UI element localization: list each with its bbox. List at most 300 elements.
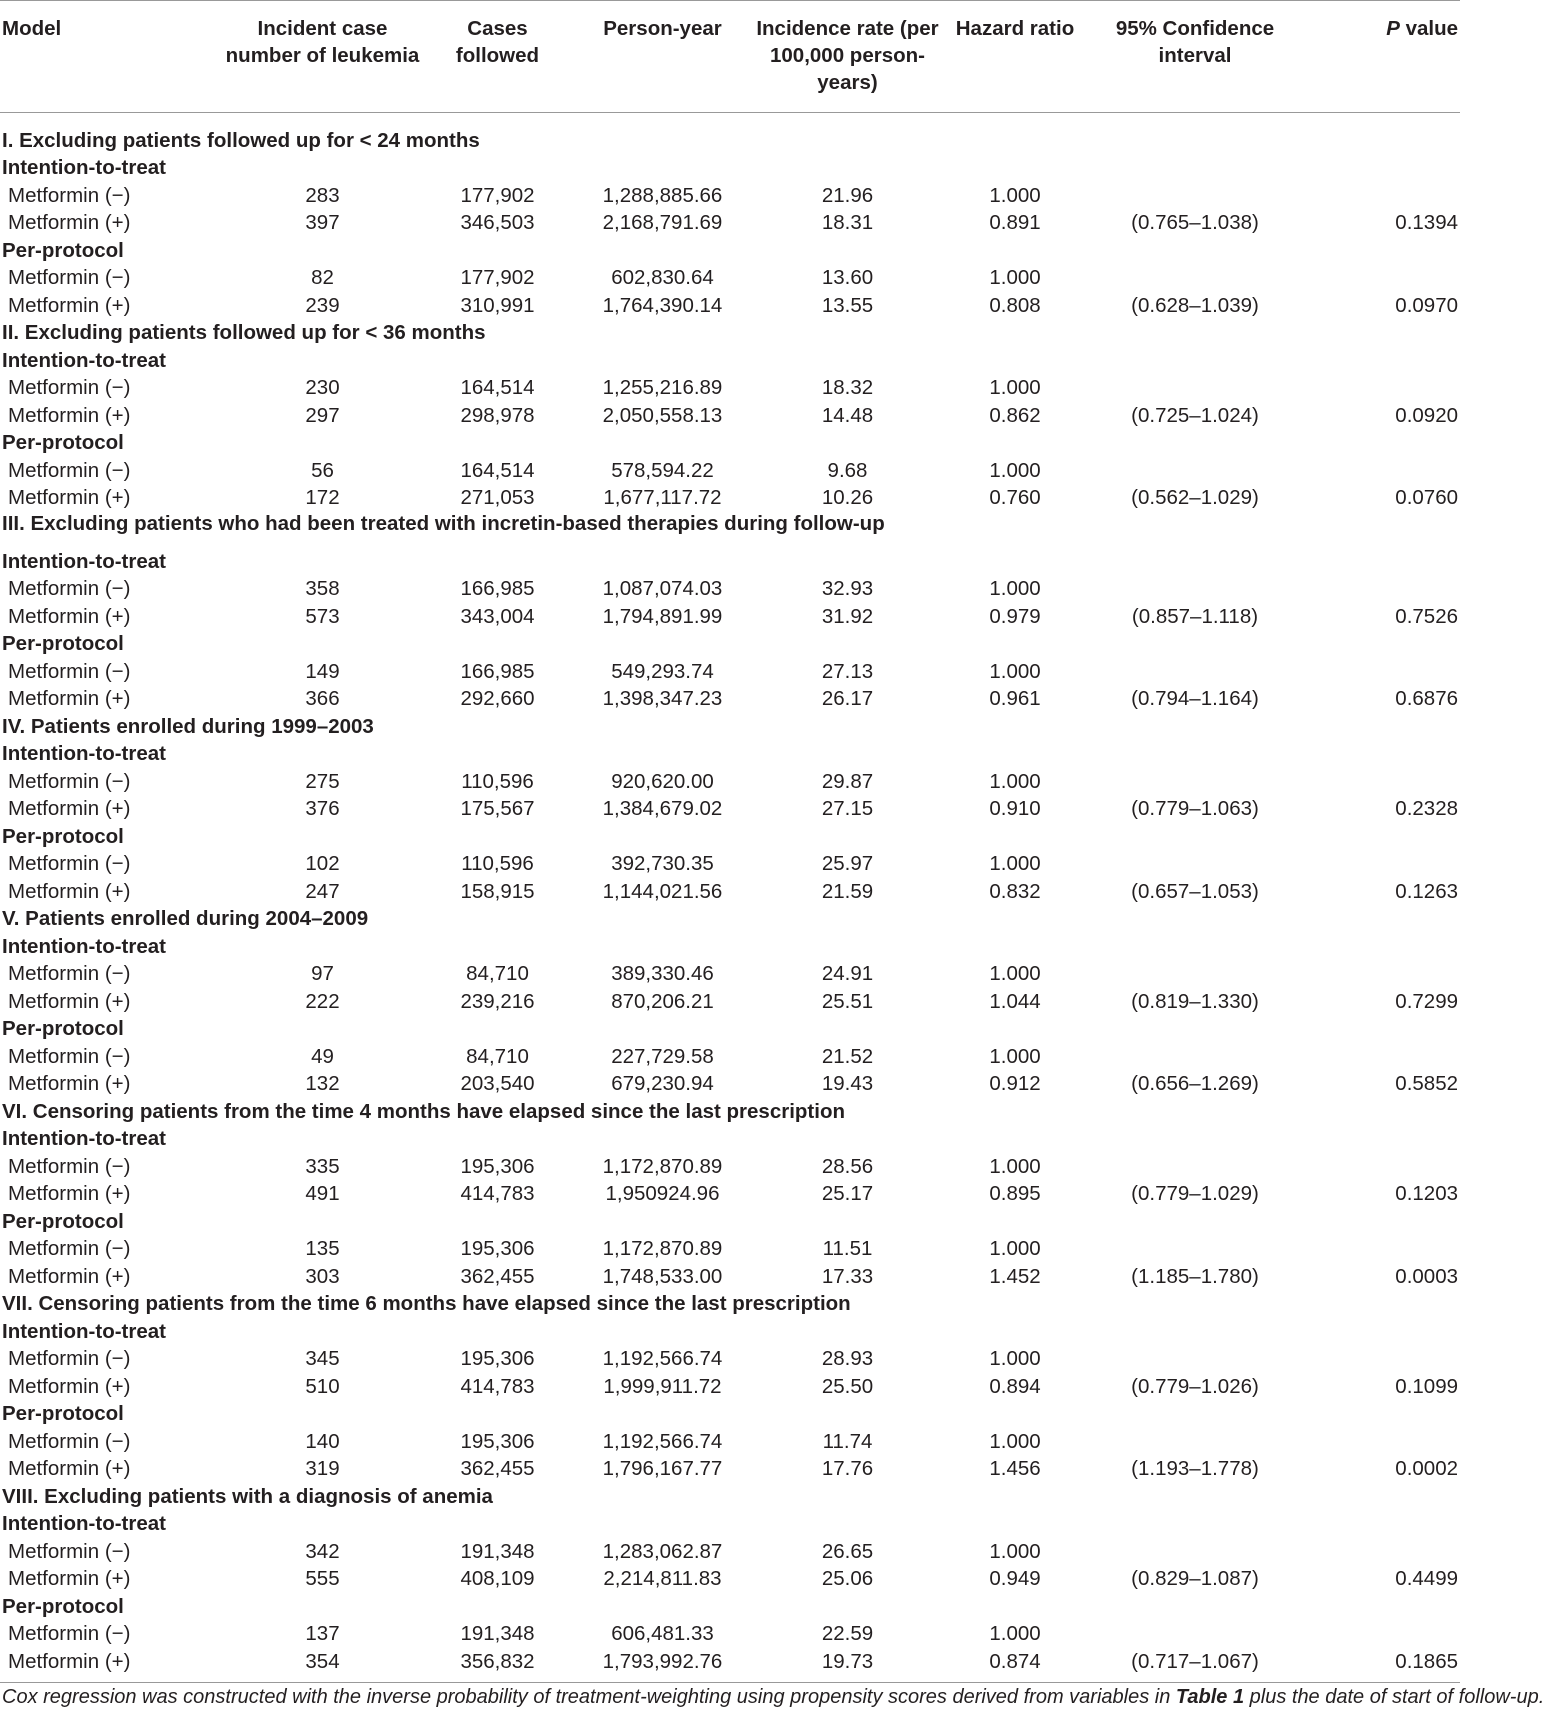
person-year-cell: 2,168,791.69 — [602, 211, 723, 235]
section-title: VIII. Excluding patients with a diagnosis of anemia — [2, 1484, 493, 1508]
p-value-cell — [1300, 961, 1460, 989]
p-value-cell: 0.6876 — [1395, 687, 1458, 711]
incidence-rate-cell: 14.48 — [821, 403, 874, 427]
row-label: Metformin (+) — [8, 1457, 131, 1481]
p-value-cell — [1300, 1428, 1460, 1456]
analysis-group-label: Per-protocol — [2, 1209, 124, 1233]
row-label: Metformin (+) — [8, 989, 131, 1013]
row-label: Metformin (−) — [8, 1429, 131, 1453]
confidence-interval-cell — [1090, 961, 1300, 989]
cases-followed-cell: 195,306 — [460, 1429, 535, 1453]
incidence-rate-cell: 25.50 — [821, 1374, 874, 1398]
incident-cases-cell: 510 — [305, 1374, 340, 1398]
table-row — [0, 1428, 1460, 1456]
p-value-cell — [1300, 1236, 1460, 1264]
incident-cases-cell: 149 — [305, 659, 340, 683]
hazard-ratio-cell: 0.912 — [989, 1072, 1041, 1096]
table-row — [0, 1181, 1460, 1209]
person-year-cell: 606,481.33 — [611, 1622, 714, 1646]
section-title: I. Excluding patients followed up for < 24 months — [2, 128, 480, 152]
incidence-rate-cell: 21.59 — [821, 879, 874, 903]
person-year-cell: 1,283,062.87 — [602, 1539, 723, 1563]
person-year-cell: 1,796,167.77 — [602, 1457, 723, 1481]
table-row — [0, 796, 1460, 824]
p-value-cell: 0.1394 — [1395, 211, 1458, 235]
header-p-letter: P — [1386, 17, 1400, 40]
hazard-ratio-cell: 1.000 — [989, 659, 1041, 683]
confidence-interval-cell — [1090, 768, 1300, 796]
hazard-ratio-cell: 1.000 — [989, 1539, 1041, 1563]
p-value-cell: 0.1099 — [1395, 1374, 1458, 1398]
row-label: Metformin (−) — [8, 1044, 131, 1068]
table-row — [0, 485, 1460, 513]
hazard-ratio-cell: 0.894 — [989, 1374, 1041, 1398]
person-year-cell: 1,172,870.89 — [602, 1237, 723, 1261]
hazard-ratio-cell: 0.891 — [989, 211, 1041, 235]
p-value-cell: 0.0920 — [1395, 403, 1458, 427]
section-header-row — [0, 906, 1460, 934]
hazard-ratio-cell: 1.000 — [989, 852, 1041, 876]
table-footnote — [0, 1682, 1544, 1709]
incidence-rate-cell: 25.17 — [821, 1182, 874, 1206]
analysis-group-label: Per-protocol — [2, 632, 124, 656]
table-row — [0, 210, 1460, 238]
section-title: VII. Censoring patients from the time 6 months have elapsed since the last prescription — [2, 1292, 851, 1316]
confidence-interval-cell: (1.185–1.780) — [1131, 1264, 1259, 1288]
hazard-ratio-cell: 1.000 — [989, 1154, 1041, 1178]
incident-cases-cell: 82 — [311, 266, 334, 290]
analysis-group-row — [0, 1318, 1460, 1346]
row-label: Metformin (+) — [8, 1264, 131, 1288]
analysis-group-label: Per-protocol — [2, 1594, 124, 1618]
confidence-interval-cell — [1090, 1346, 1300, 1374]
incident-cases-cell: 319 — [305, 1457, 340, 1481]
row-label: Metformin (+) — [8, 1649, 131, 1673]
row-label: Metformin (−) — [8, 659, 131, 683]
person-year-cell: 1,087,074.03 — [602, 577, 723, 601]
row-label: Metformin (+) — [8, 486, 131, 510]
cases-followed-cell: 414,783 — [460, 1374, 535, 1398]
p-value-cell — [1300, 1538, 1460, 1566]
cases-followed-cell: 195,306 — [460, 1347, 535, 1371]
incident-cases-cell: 573 — [305, 604, 340, 628]
person-year-cell: 1,255,216.89 — [602, 376, 723, 400]
incidence-rate-cell: 28.56 — [821, 1154, 874, 1178]
incidence-rate-cell: 27.13 — [821, 659, 874, 683]
row-label: Metformin (+) — [8, 1072, 131, 1096]
person-year-cell: 1,172,870.89 — [602, 1154, 723, 1178]
row-label: Metformin (−) — [8, 1154, 131, 1178]
cases-followed-cell: 110,596 — [461, 769, 534, 793]
confidence-interval-cell: (0.628–1.039) — [1131, 293, 1259, 317]
confidence-interval-cell: (0.657–1.053) — [1131, 879, 1259, 903]
incidence-rate-cell: 11.51 — [822, 1237, 873, 1261]
hazard-ratio-cell: 0.961 — [989, 687, 1041, 711]
confidence-interval-cell: (0.717–1.067) — [1131, 1649, 1259, 1673]
section-header-row — [0, 1291, 1460, 1319]
person-year-cell: 1,144,021.56 — [602, 879, 723, 903]
p-value-cell: 0.1203 — [1395, 1182, 1458, 1206]
analysis-group-label: Intention-to-treat — [2, 1512, 166, 1536]
cases-followed-cell: 84,710 — [466, 962, 529, 986]
p-value-cell: 0.0760 — [1395, 486, 1458, 510]
p-value-cell: 0.7526 — [1395, 604, 1458, 628]
person-year-cell: 870,206.21 — [611, 989, 714, 1013]
cases-followed-cell: 356,832 — [460, 1649, 535, 1673]
table-row — [0, 1346, 1460, 1374]
table-row — [0, 1456, 1460, 1484]
row-label: Metformin (−) — [8, 852, 131, 876]
p-value-cell: 0.1263 — [1395, 879, 1458, 903]
person-year-cell: 1,748,533.00 — [602, 1264, 723, 1288]
incident-cases-cell: 345 — [305, 1347, 340, 1371]
p-value-cell — [1300, 182, 1460, 210]
cases-followed-cell: 239,216 — [460, 989, 535, 1013]
hazard-ratio-cell: 0.949 — [989, 1567, 1041, 1591]
row-label: Metformin (−) — [8, 1347, 131, 1371]
row-label: Metformin (+) — [8, 1567, 131, 1591]
hazard-ratio-cell: 1.000 — [989, 1429, 1041, 1453]
row-label: Metformin (−) — [8, 458, 131, 482]
cases-followed-cell: 177,902 — [460, 183, 535, 207]
incident-cases-cell: 102 — [305, 852, 340, 876]
analysis-group-label: Intention-to-treat — [2, 1319, 166, 1343]
confidence-interval-cell — [1090, 1428, 1300, 1456]
cases-followed-cell: 166,985 — [460, 659, 535, 683]
person-year-cell: 1,192,566.74 — [602, 1347, 723, 1371]
analysis-group-row — [0, 1593, 1460, 1621]
person-year-cell: 549,293.74 — [611, 659, 714, 683]
header-p-rest: value — [1399, 17, 1458, 40]
hazard-ratio-cell: 1.000 — [989, 266, 1041, 290]
incidence-rate-cell: 25.51 — [821, 989, 874, 1013]
incidence-rate-cell: 31.92 — [821, 604, 874, 628]
analysis-group-label: Per-protocol — [2, 238, 124, 262]
incidence-rate-cell: 29.87 — [821, 769, 874, 793]
analysis-group-label: Intention-to-treat — [2, 1127, 166, 1151]
footnote-text-start: Cox regression was constructed with the inverse probability of treatment-weighting using propensity scores derived from variables in — [2, 1685, 1176, 1708]
p-value-cell: 0.7299 — [1395, 989, 1458, 1013]
p-value-cell: 0.1865 — [1395, 1649, 1458, 1673]
table-row — [0, 576, 1460, 604]
hazard-ratio-cell: 0.910 — [989, 797, 1041, 821]
incident-cases-cell: 297 — [305, 403, 340, 427]
section-header-row — [0, 1098, 1460, 1126]
analysis-group-label: Per-protocol — [2, 431, 124, 455]
cases-followed-cell: 298,978 — [460, 403, 535, 427]
hazard-ratio-cell: 0.832 — [989, 879, 1041, 903]
cases-followed-cell: 343,004 — [460, 604, 535, 628]
analysis-group-row — [0, 1511, 1460, 1539]
cases-followed-cell: 158,915 — [460, 879, 535, 903]
analysis-group-label: Intention-to-treat — [2, 156, 166, 180]
incidence-rate-cell: 17.76 — [821, 1457, 874, 1481]
hazard-ratio-cell: 1.000 — [989, 1347, 1041, 1371]
confidence-interval-cell — [1090, 457, 1300, 485]
hazard-ratio-cell: 1.044 — [989, 989, 1041, 1013]
incidence-rate-cell: 26.65 — [821, 1539, 874, 1563]
row-label: Metformin (−) — [8, 376, 131, 400]
cases-followed-cell: 362,455 — [460, 1457, 535, 1481]
cases-followed-cell: 408,109 — [460, 1567, 535, 1591]
header-confidence-interval: 95% Confidence interval — [1090, 1, 1300, 113]
incident-cases-cell: 222 — [305, 989, 340, 1013]
incident-cases-cell: 239 — [305, 293, 340, 317]
footnote-table-reference: Table 1 — [1175, 1685, 1245, 1708]
table-row — [0, 768, 1460, 796]
confidence-interval-cell: (0.779–1.029) — [1131, 1182, 1259, 1206]
incident-cases-cell: 354 — [305, 1649, 340, 1673]
cases-followed-cell: 203,540 — [460, 1072, 535, 1096]
cases-followed-cell: 177,902 — [460, 266, 535, 290]
person-year-cell: 2,214,811.83 — [603, 1567, 722, 1591]
hazard-ratio-cell: 1.000 — [989, 962, 1041, 986]
incident-cases-cell: 358 — [305, 577, 340, 601]
table-row — [0, 658, 1460, 686]
incidence-rate-cell: 25.97 — [821, 852, 874, 876]
section-title: VI. Censoring patients from the time 4 months have elapsed since the last prescription — [2, 1099, 845, 1123]
section-header-row — [0, 320, 1460, 348]
header-incident-case: Incident case number of leukemia — [220, 1, 425, 113]
person-year-cell: 1,794,891.99 — [602, 604, 723, 628]
p-value-cell: 0.0970 — [1395, 293, 1458, 317]
cases-followed-cell: 414,783 — [460, 1182, 535, 1206]
p-value-cell: 0.2328 — [1395, 797, 1458, 821]
analysis-group-label: Per-protocol — [2, 824, 124, 848]
analysis-group-row — [0, 155, 1460, 183]
p-value-cell — [1300, 576, 1460, 604]
incident-cases-cell: 247 — [305, 879, 340, 903]
cases-followed-cell: 271,053 — [460, 486, 535, 510]
incidence-rate-cell: 21.52 — [821, 1044, 874, 1068]
row-label: Metformin (+) — [8, 1374, 131, 1398]
incident-cases-cell: 555 — [305, 1567, 340, 1591]
analysis-group-row — [0, 430, 1460, 458]
analysis-group-label: Per-protocol — [2, 1402, 124, 1426]
analysis-group-row — [0, 1208, 1460, 1236]
incidence-rate-cell: 9.68 — [827, 458, 868, 482]
row-label: Metformin (+) — [8, 604, 131, 628]
cases-followed-cell: 195,306 — [460, 1154, 535, 1178]
row-label: Metformin (−) — [8, 962, 131, 986]
section-header-row — [0, 713, 1460, 741]
section-header-row — [0, 113, 1460, 155]
incidence-rate-cell: 22.59 — [821, 1622, 874, 1646]
analysis-group-row — [0, 1016, 1460, 1044]
row-label: Metformin (+) — [8, 1182, 131, 1206]
cases-followed-cell: 164,514 — [460, 458, 535, 482]
header-person-year: Person-year — [570, 1, 755, 113]
analysis-group-label: Intention-to-treat — [2, 549, 166, 573]
row-label: Metformin (+) — [8, 211, 131, 235]
incidence-rate-cell: 18.32 — [821, 376, 874, 400]
hazard-ratio-cell: 0.874 — [989, 1649, 1041, 1673]
confidence-interval-cell: (0.656–1.269) — [1131, 1072, 1259, 1096]
person-year-cell: 1,384,679.02 — [602, 797, 723, 821]
confidence-interval-cell — [1090, 1043, 1300, 1071]
analysis-group-row — [0, 631, 1460, 659]
person-year-cell: 578,594.22 — [611, 458, 714, 482]
section-title: III. Excluding patients who had been treated with incretin-based therapies during follow-up — [2, 512, 885, 535]
header-incidence-rate: Incidence rate (per 100,000 person-years) — [755, 1, 940, 113]
table-row — [0, 1648, 1460, 1682]
person-year-cell: 1,764,390.14 — [602, 293, 723, 317]
incidence-rate-cell: 21.96 — [821, 183, 874, 207]
p-value-cell — [1300, 1153, 1460, 1181]
incidence-rate-cell: 27.15 — [821, 797, 874, 821]
row-label: Metformin (−) — [8, 769, 131, 793]
confidence-interval-cell — [1090, 851, 1300, 879]
confidence-interval-cell: (0.779–1.026) — [1131, 1374, 1259, 1398]
row-label: Metformin (+) — [8, 293, 131, 317]
analysis-group-row — [0, 237, 1460, 265]
hazard-ratio-cell: 1.456 — [989, 1457, 1041, 1481]
analysis-group-row — [0, 1126, 1460, 1154]
incident-cases-cell: 491 — [305, 1182, 340, 1206]
p-value-cell: 0.0002 — [1395, 1457, 1458, 1481]
hazard-ratio-cell: 1.000 — [989, 577, 1041, 601]
hazard-ratio-cell: 0.760 — [989, 486, 1041, 510]
table-row — [0, 603, 1460, 631]
hazard-ratio-cell: 1.452 — [989, 1264, 1041, 1288]
row-label: Metformin (−) — [8, 1237, 131, 1261]
incidence-rate-cell: 11.74 — [822, 1429, 873, 1453]
table-row — [0, 1373, 1460, 1401]
table-body — [0, 113, 1460, 1682]
incidence-rate-cell: 13.55 — [821, 293, 874, 317]
analysis-group-label: Intention-to-treat — [2, 742, 166, 766]
incident-cases-cell: 135 — [305, 1237, 340, 1261]
incidence-rate-cell: 24.91 — [821, 962, 874, 986]
table-row — [0, 988, 1460, 1016]
table-row — [0, 1566, 1460, 1594]
p-value-cell — [1300, 768, 1460, 796]
person-year-cell: 1,999,911.72 — [603, 1374, 722, 1398]
table-row — [0, 686, 1460, 714]
table-row — [0, 961, 1460, 989]
p-value-cell — [1300, 658, 1460, 686]
table-row — [0, 402, 1460, 430]
confidence-interval-cell — [1090, 375, 1300, 403]
person-year-cell: 920,620.00 — [611, 769, 714, 793]
incident-cases-cell: 376 — [305, 797, 340, 821]
header-p-value — [1300, 1, 1460, 113]
analysis-group-row — [0, 741, 1460, 769]
cases-followed-cell: 110,596 — [461, 852, 534, 876]
person-year-cell: 2,050,558.13 — [602, 403, 723, 427]
confidence-interval-cell: (0.819–1.330) — [1131, 989, 1259, 1013]
table-row — [0, 1153, 1460, 1181]
incidence-rate-cell: 19.43 — [821, 1072, 874, 1096]
hazard-ratio-cell: 1.000 — [989, 1237, 1041, 1261]
incident-cases-cell: 56 — [311, 458, 334, 482]
confidence-interval-cell — [1090, 1236, 1300, 1264]
incident-cases-cell: 283 — [305, 183, 340, 207]
confidence-interval-cell — [1090, 1153, 1300, 1181]
section-header-row — [0, 512, 1460, 548]
hazard-ratio-cell: 1.000 — [989, 769, 1041, 793]
row-label: Metformin (+) — [8, 403, 131, 427]
row-label: Metformin (+) — [8, 797, 131, 821]
confidence-interval-cell — [1090, 576, 1300, 604]
hazard-ratio-cell: 1.000 — [989, 1622, 1041, 1646]
row-label: Metformin (−) — [8, 577, 131, 601]
table-row — [0, 182, 1460, 210]
row-label: Metformin (−) — [8, 1539, 131, 1563]
confidence-interval-cell: (1.193–1.778) — [1131, 1457, 1259, 1481]
table-row — [0, 1538, 1460, 1566]
p-value-cell — [1300, 851, 1460, 879]
cases-followed-cell: 191,348 — [460, 1622, 535, 1646]
table-row — [0, 457, 1460, 485]
p-value-cell — [1300, 1346, 1460, 1374]
confidence-interval-cell — [1090, 1538, 1300, 1566]
table-row — [0, 292, 1460, 320]
row-label: Metformin (−) — [8, 183, 131, 207]
p-value-cell: 0.0003 — [1395, 1264, 1458, 1288]
analysis-group-label: Intention-to-treat — [2, 934, 166, 958]
p-value-cell — [1300, 1621, 1460, 1649]
p-value-cell: 0.4499 — [1395, 1567, 1458, 1591]
incidence-rate-cell: 18.31 — [821, 211, 874, 235]
table-row — [0, 265, 1460, 293]
section-title: IV. Patients enrolled during 1999–2003 — [2, 714, 374, 738]
cases-followed-cell: 175,567 — [460, 797, 535, 821]
incident-cases-cell: 275 — [305, 769, 340, 793]
cases-followed-cell: 164,514 — [460, 376, 535, 400]
confidence-interval-cell: (0.829–1.087) — [1131, 1567, 1259, 1591]
incident-cases-cell: 342 — [305, 1539, 340, 1563]
incident-cases-cell: 97 — [311, 962, 334, 986]
incident-cases-cell: 140 — [305, 1429, 340, 1453]
confidence-interval-cell: (0.794–1.164) — [1131, 687, 1259, 711]
p-value-cell: 0.5852 — [1395, 1072, 1458, 1096]
cases-followed-cell: 346,503 — [460, 211, 535, 235]
confidence-interval-cell: (0.779–1.063) — [1131, 797, 1259, 821]
incidence-rate-cell: 25.06 — [821, 1567, 874, 1591]
hazard-ratio-cell: 1.000 — [989, 376, 1041, 400]
person-year-cell: 1,288,885.66 — [602, 183, 723, 207]
incidence-rate-cell: 28.93 — [821, 1347, 874, 1371]
incident-cases-cell: 366 — [305, 687, 340, 711]
person-year-cell: 389,330.46 — [611, 962, 714, 986]
cases-followed-cell: 166,985 — [460, 577, 535, 601]
person-year-cell: 1,793,992.76 — [602, 1649, 723, 1673]
header-hazard-ratio: Hazard ratio — [940, 1, 1090, 113]
hazard-ratio-cell: 0.808 — [989, 293, 1041, 317]
confidence-interval-cell — [1090, 1621, 1300, 1649]
cases-followed-cell: 195,306 — [460, 1237, 535, 1261]
incident-cases-cell: 335 — [305, 1154, 340, 1178]
section-title: II. Excluding patients followed up for < 36 months — [2, 321, 486, 345]
row-label: Metformin (−) — [8, 266, 131, 290]
table-row — [0, 1621, 1460, 1649]
person-year-cell: 679,230.94 — [611, 1072, 714, 1096]
incident-cases-cell: 397 — [305, 211, 340, 235]
cases-followed-cell: 84,710 — [466, 1044, 529, 1068]
incidence-rate-cell: 17.33 — [821, 1264, 874, 1288]
incident-cases-cell: 132 — [305, 1072, 340, 1096]
confidence-interval-cell — [1090, 658, 1300, 686]
person-year-cell: 1,677,117.72 — [603, 486, 722, 510]
cases-followed-cell: 310,991 — [460, 293, 535, 317]
confidence-interval-cell: (0.562–1.029) — [1131, 486, 1259, 510]
incident-cases-cell: 172 — [305, 486, 340, 510]
analysis-group-label: Intention-to-treat — [2, 348, 166, 372]
analysis-group-row — [0, 1401, 1460, 1429]
incident-cases-cell: 49 — [311, 1044, 334, 1068]
person-year-cell: 1,950924.96 — [605, 1182, 720, 1206]
